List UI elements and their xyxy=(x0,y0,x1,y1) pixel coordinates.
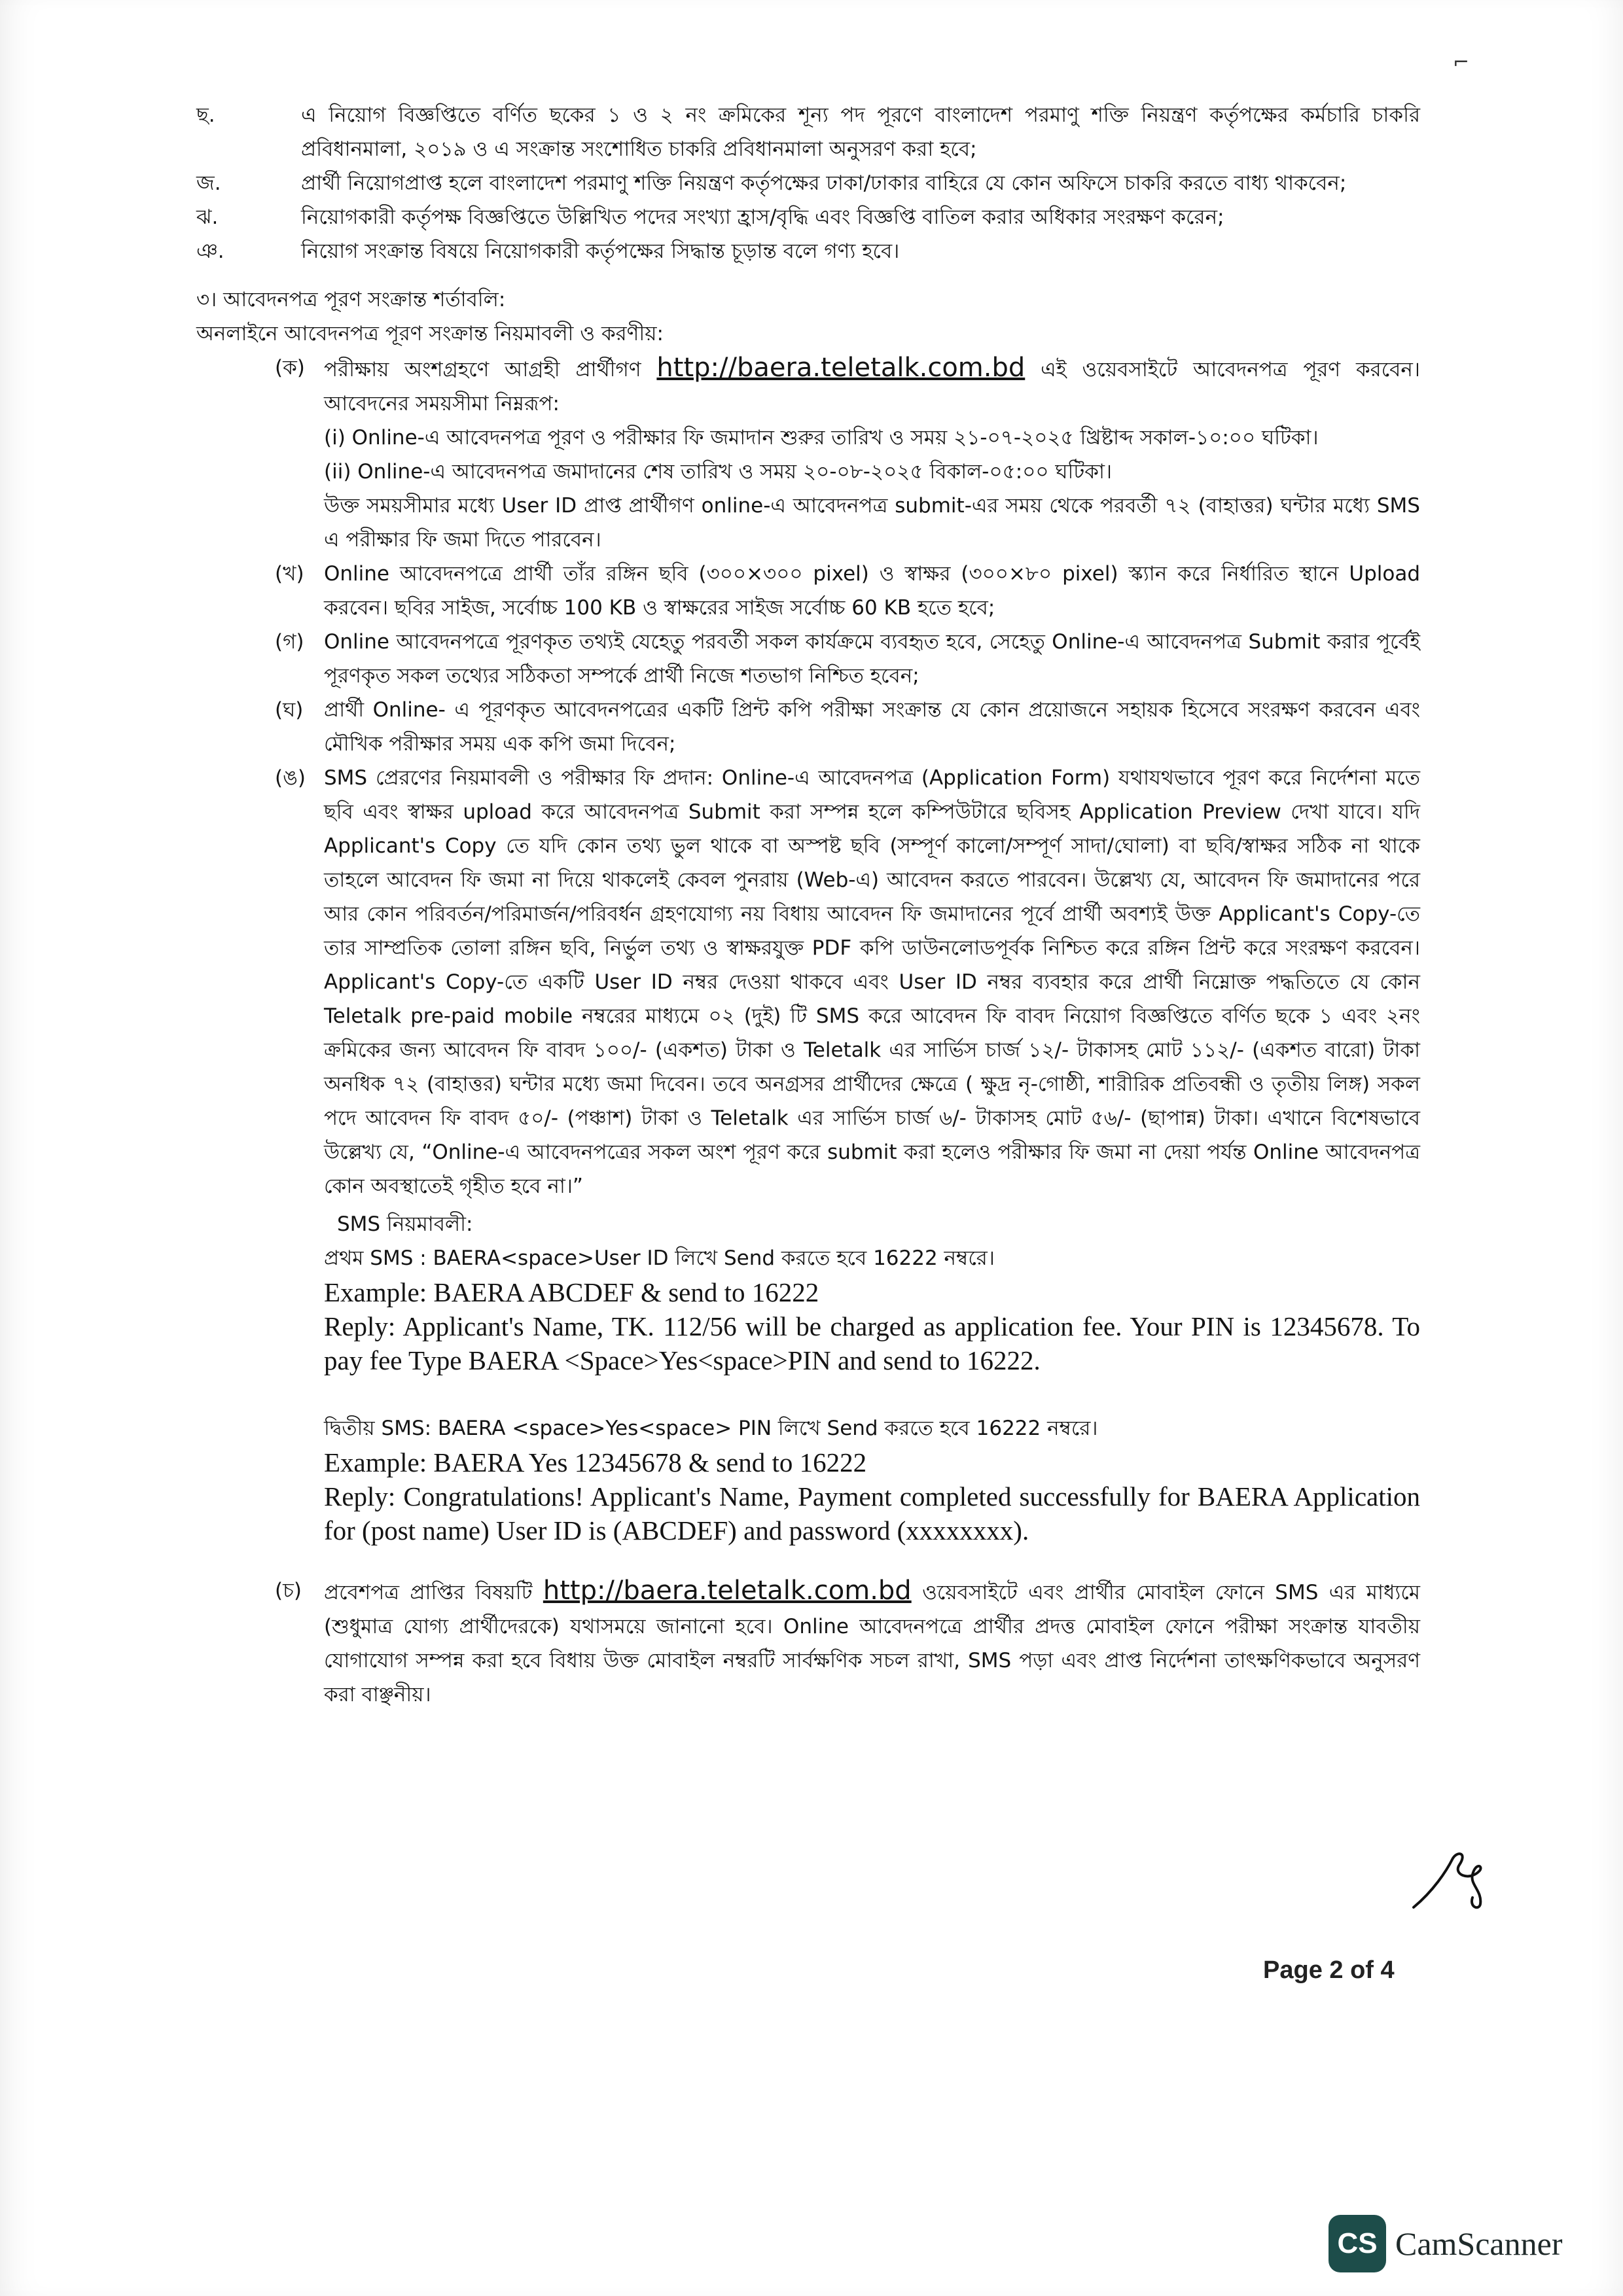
item-ka-pre: পরীক্ষায় অংশগ্রহণে আগ্রহী প্রার্থীগণ xyxy=(324,358,641,381)
item-cha xyxy=(275,1574,1420,1712)
deadline-start: (i) Online-এ আবেদনপত্র পূরণ ও পরীক্ষার ফি জমাদান শুরুর তারিখ ও সময় ২১-০৭-২০২৫ খ্রিষ্টাব্দ সকাল-১০:০০ ঘটিকা। xyxy=(324,426,1319,450)
first-sms-instruction: প্রথম SMS : BAERA<space>User ID লিখে Send করতে হবে 16222 নম্বরে। xyxy=(324,1246,995,1270)
item-umo xyxy=(275,761,1420,1547)
item-text: Online আবেদনপত্রে পূরণকৃত তথ্যই যেহেতু পরবর্তী সকল কার্যক্রমে ব্যবহৃত হবে, সেহেতু Online-এ আবেদনপত্র Submit করার পূর্বেই পূরণকৃত সকল তথ্যের সঠিকতা সম্পর্কে প্রার্থী নিজে শতভাগ নিশ্চিত হবেন; xyxy=(324,630,1420,688)
clause-text: প্রার্থী নিয়োগপ্রাপ্ত হলে বাংলাদেশ পরমাণু শক্তি নিয়ন্ত্রণ কর্তৃপক্ষের ঢাকা/ঢাকার বাহিরে যে কোন অফিসে চাকরি করতে বাধ্য থাকবেন; xyxy=(301,171,1347,195)
item-text xyxy=(324,351,1420,557)
fee-window-note: উক্ত সময়সীমার মধ্যে User ID প্রাপ্ত প্রার্থীগণ online-এ আবেদনপত্র submit-এর সময় থেকে পরবর্তী ৭২ (বাহাত্তর) ঘন্টার মধ্যে SMS এ পরীক্ষার ফি জমা দিতে পারবেন। xyxy=(324,494,1420,552)
item-kha xyxy=(275,557,1420,625)
second-sms-example: Example: BAERA Yes 12345678 & send to 16222 xyxy=(324,1447,867,1477)
clause-text: এ নিয়োগ বিজ্ঞপ্তিতে বর্ণিত ছকের ১ ও ২ নং ক্রমিকের শূন্য পদ পূরণে বাংলাদেশ পরমাণু শক্তি নিয়ন্ত্রণ কর্তৃপক্ষের কর্মচারি চাকরি প্রবিধানমালা, ২০১৯ ও এ সংক্রান্ত সংশোধিত চাকরি প্রবিধানমালা অনুসরণ করা হবে; xyxy=(301,103,1420,161)
item-text xyxy=(324,761,1420,1547)
item-marker: (গ) xyxy=(275,630,304,654)
second-sms-instruction: দ্বিতীয় SMS: BAERA <space>Yes<space> PIN লিখে Send করতে হবে 16222 নম্বরে। xyxy=(324,1417,1098,1440)
clause-marker: ঝ. xyxy=(196,205,219,229)
item-marker: (চ) xyxy=(275,1579,302,1602)
website-link[interactable]: http://baera.teletalk.com.bd xyxy=(543,1576,912,1606)
item-text: Online আবেদনপত্রে প্রার্থী তাঁর রঙ্গিন ছবি (৩০০×৩০০ pixel) ও স্বাক্ষর (৩০০×৮০ pixel) স্ক্যান করে নির্ধারিত স্থানে Upload করবেন। ছবির সাইজ, সর্বোচ্চ 100 KB ও স্বাক্ষরের সাইজ সর্বোচ্চ 60 KB হতে হবে; xyxy=(324,562,1420,620)
signature xyxy=(1407,1845,1492,1917)
first-sms-reply: Reply: Applicant's Name, TK. 112/56 will be charged as application fee. Your PIN is 12345678. To pay fee Type BAERA <Space>Yes<space>PIN and send to 16222. xyxy=(324,1311,1420,1375)
clause-text: নিয়োগকারী কর্তৃপক্ষ বিজ্ঞপ্তিতে উল্লিখিত পদের সংখ্যা হ্রাস/বৃদ্ধি এবং বিজ্ঞপ্তি বাতিল করার অধিকার সংরক্ষণ করেন; xyxy=(301,205,1224,229)
document-body xyxy=(196,98,1420,1712)
clause-marker: জ. xyxy=(196,171,221,195)
second-sms-reply: Reply: Congratulations! Applicant's Name, Payment completed successfully for BAERA Application for (post name) User ID is (ABCDEF) and password (xxxxxxxx). xyxy=(324,1481,1420,1545)
item-marker: (ঙ) xyxy=(275,766,306,790)
clause-text: নিয়োগ সংক্রান্ত বিষয়ে নিয়োগকারী কর্তৃপক্ষের সিদ্ধান্ত চূড়ান্ত বলে গণ্য হবে। xyxy=(301,239,900,263)
clause-marker: ছ. xyxy=(196,103,215,127)
camscanner-logo-icon: CS xyxy=(1329,2215,1386,2272)
first-sms-example: Example: BAERA ABCDEF & send to 16222 xyxy=(324,1277,819,1307)
item-ka-post: এই ওয়েবসাইটে আবেদনপত্র পূরণ করবেন। আবেদনের সময়সীমা নিম্নরূপ: xyxy=(324,358,1421,415)
website-link[interactable]: http://baera.teletalk.com.bd xyxy=(656,353,1026,383)
pen-mark: ⌐ xyxy=(1453,51,1470,74)
section-3-heading: ৩। আবেদনপত্র পূরণ সংক্রান্ত শর্তাবলি: xyxy=(196,288,506,311)
spacer xyxy=(324,1377,1420,1411)
item-cha-post: ওয়েবসাইটে এবং প্রার্থীর মোবাইল ফোনে SMS এর মাধ্যমে (শুধুমাত্র যোগ্য প্রার্থীদেরকে) যথাসময়ে জানানো হবে। Online আবেদনপত্রে প্রার্থীর প্রদত্ত মোবাইল ফোনে পরীক্ষা সংক্রান্ত যাবতীয় যোগাযোগ সম্পন্ন করা হবে বিধায় উক্ত মোবাইল নম্বরটি সার্বক্ষণিক সচল রাখা, SMS পড়া এবং প্রাপ্ত নির্দেশনা তাৎক্ষণিকভাবে অনুসরণ করা বাঞ্ছনীয়। xyxy=(324,1581,1420,1706)
clause-chha xyxy=(196,98,1420,166)
deadline-end: (ii) Online-এ আবেদনপত্র জমাদানের শেষ তারিখ ও সময় ২০-০৮-২০২৫ বিকাল-০৫:০০ ঘটিকা। xyxy=(324,460,1113,484)
item-marker: (ঘ) xyxy=(275,698,304,722)
item-ka xyxy=(275,351,1420,557)
item-ga xyxy=(275,625,1420,693)
clause-nya xyxy=(196,234,1420,268)
clause-jha xyxy=(196,200,1420,234)
sms-payment-text: SMS প্রেরণের নিয়মাবলী ও পরীক্ষার ফি প্রদান: Online-এ আবেদনপত্র (Application Form) যথাযথভাবে পূরণ করে নির্দেশনা মতে ছবি এবং স্বাক্ষর upload করে আবেদনপত্র Submit করা সম্পন্ন হলে কম্পিউটারে ছবিসহ Application Preview দেখা যাবে। যদি Applicant's Copy তে যদি কোন তথ্য ভুল থাকে বা অস্পষ্ট ছবি (সম্পূর্ণ কালো/সম্পূর্ণ সাদা/ঘোলা) বা ছবি/স্বাক্ষর সঠিক না থাকে তাহলে আবেদন ফি জমা না দিয়ে থাকলেই কেবল পুনরায় (Web-এ) আবেদন করতে পারবেন। উল্লেখ্য যে, আবেদন ফি জমাদানের পরে আর কোন পরিবর্তন/পরিমার্জন/পরিবর্ধন গ্রহণযোগ্য নয় বিধায় আবেদন ফি জমাদানের পূর্বে প্রার্থী অবশ্যই উক্ত Applicant's Copy-তে তার সাম্প্রতিক তোলা রঙ্গিন ছবি, নির্ভুল তথ্য ও স্বাক্ষরযুক্ত PDF কপি ডাউনলোডপূর্বক নিশ্চিত করে রঙ্গিন প্রিন্ট করে সংরক্ষণ করবেন। Applicant's Copy-তে একটি User ID নম্বর দেওয়া থাকবে এবং User ID নম্বর ব্যবহার করে প্রার্থী নিম্নোক্ত পদ্ধতিতে যে কোন Teletalk pre-paid mobile নম্বরের মাধ্যমে ০২ (দুই) টি SMS করে আবেদন ফি বাবদ নিয়োগ বিজ্ঞপ্তিতে বর্ণিত ছকে ১ এবং ২নং ক্রমিকের জন্য আবেদন ফি বাবদ ১০০/- (একশত) টাকা ও Teletalk এর সার্ভিস চার্জ ১২/- টাকাসহ মোট ১১২/- (একশত বারো) টাকা অনধিক ৭২ (বাহাত্তর) ঘন্টার মধ্যে জমা দিবেন। তবে অনগ্রসর প্রার্থীদের ক্ষেত্রে ( ক্ষুদ্র নৃ-গোষ্ঠী, শারীরিক প্রতিবন্ধী ও তৃতীয় লিঙ্গ) সকল পদে আবেদন ফি বাবদ ৫০/- (পঞ্চাশ) টাকা ও Teletalk এর সার্ভিস চার্জ ৬/- টাকাসহ মোট ৫৬/- (ছাপান্ন) টাকা। এখানে বিশেষভাবে উল্লেখ্য যে, “Online-এ আবেদনপত্রের সকল অংশ পূরণ করে submit করা হলেও পরীক্ষার ফি জমা না দেয়া পর্যন্ত Online আবেদনপত্র কোন অবস্থাতেই গৃহীত হবে না।” xyxy=(324,766,1420,1198)
section-3-subheading: অনলাইনে আবেদনপত্র পূরণ সংক্রান্ত নিয়মাবলী ও করণীয়: xyxy=(196,322,664,345)
item-gha xyxy=(275,693,1420,761)
item-marker: (খ) xyxy=(275,562,304,586)
item-text xyxy=(324,1574,1420,1712)
item-marker: (ক) xyxy=(275,356,305,380)
clause-ja xyxy=(196,166,1420,200)
item-text: প্রার্থী Online- এ পূরণকৃত আবেদনপত্রের একটি প্রিন্ট কপি পরীক্ষা সংক্রান্ত যে কোন প্রয়োজনে সহায়ক হিসেবে সংরক্ষণ করবেন এবং মৌখিক পরীক্ষার সময় এক কপি জমা দিবেন; xyxy=(324,698,1420,756)
page-number: Page 2 of 4 xyxy=(1263,1956,1395,1984)
item-cha-pre: প্রবেশপত্র প্রাপ্তির বিষয়টি xyxy=(324,1581,533,1604)
camscanner-brand: CamScanner xyxy=(1395,2225,1563,2262)
clause-marker: ঞ. xyxy=(196,239,224,263)
camscanner-watermark xyxy=(1329,2215,1562,2272)
sms-rules-title: SMS নিয়মাবলী: xyxy=(337,1212,473,1236)
